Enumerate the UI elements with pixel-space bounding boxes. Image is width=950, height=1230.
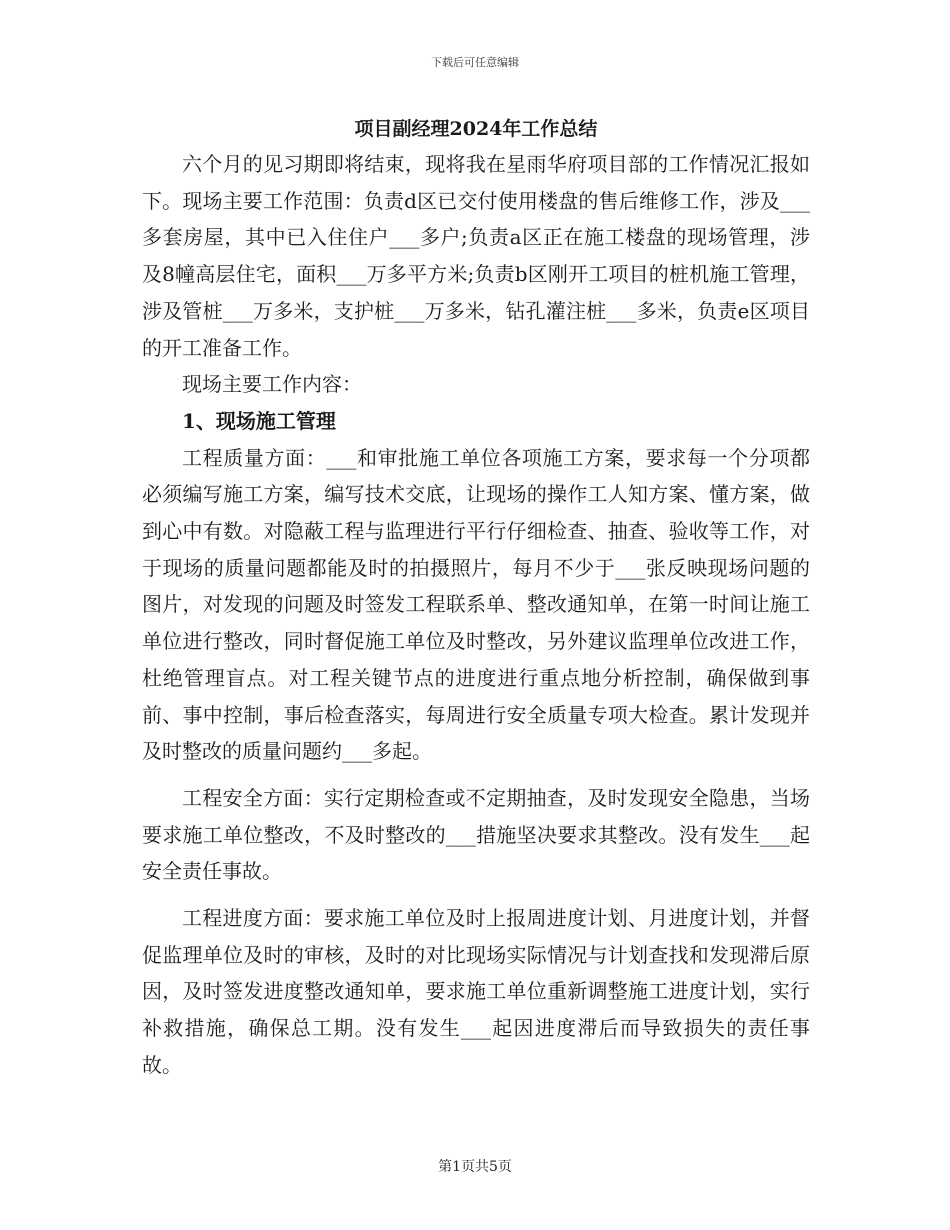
- progress-paragraph: 工程进度方面：要求施工单位及时上报周进度计划、月进度计划，并督促监理单位及时的审核，及时的对比现场实际情况与计划查找和发现滞后原因，及时签发进度整改通知单，要求施工单位重新调整施工进度计划，实行补救措施，确保总工期。没有发生___起因进度滞后而导致损失的责任事故。: [142, 906, 810, 1077]
- intro-paragraph: 六个月的见习期即将结束，现将我在星雨华府项目部的工作情况汇报如下。现场主要工作范围：负责d区已交付使用楼盘的售后维修工作，涉及___多套房屋，其中已入住住户___多户;负责a区正在施工楼盘的现场管理，涉及8幢高层住宅，面积___万多平方米;负责b区刚开工项目的桩机施工管理，涉及管桩___万多米，支护桩___万多米，钻孔灌注桩___多米，负责e区项目的开工准备工作。: [142, 152, 810, 360]
- section-heading-site-management: 1、现场施工管理: [182, 408, 336, 433]
- page-indicator: 第1页共5页: [438, 1159, 512, 1175]
- header-note: 下载后可任意编辑: [431, 56, 519, 69]
- document-body: [142, 112, 810, 1084]
- quality-paragraph: 工程质量方面：___和审批施工单位各项施工方案，要求每一个分项都必须编写施工方案，编写技术交底，让现场的操作工人知方案、懂方案，做到心中有数。对隐蔽工程与监理进行平行仔细检查、抽查、验收等工作，对于现场的质量问题都能及时的拍摄照片，每月不少于___张反映现场问题的图片，对发现的问题及时签发工程联系单、整改通知单，在第一时间让施工单位进行整改，同时督促施工单位及时整改，另外建议监理单位改进工作，杜绝管理盲点。对工程关键节点的进度进行重点地分析控制，确保做到事前、事中控制，事后检查落实，每周进行安全质量专项大检查。累计发现并及时整改的质量问题约___多起。: [142, 445, 810, 764]
- document-title: 项目副经理2024年工作总结: [354, 118, 598, 140]
- content-label: 现场主要工作内容：: [182, 372, 362, 397]
- safety-paragraph: 工程安全方面：实行定期检查或不定期抽查，及时发现安全隐患，当场要求施工单位整改，不及时整改的___措施坚决要求其整改。没有发生___起安全责任事故。: [142, 785, 810, 884]
